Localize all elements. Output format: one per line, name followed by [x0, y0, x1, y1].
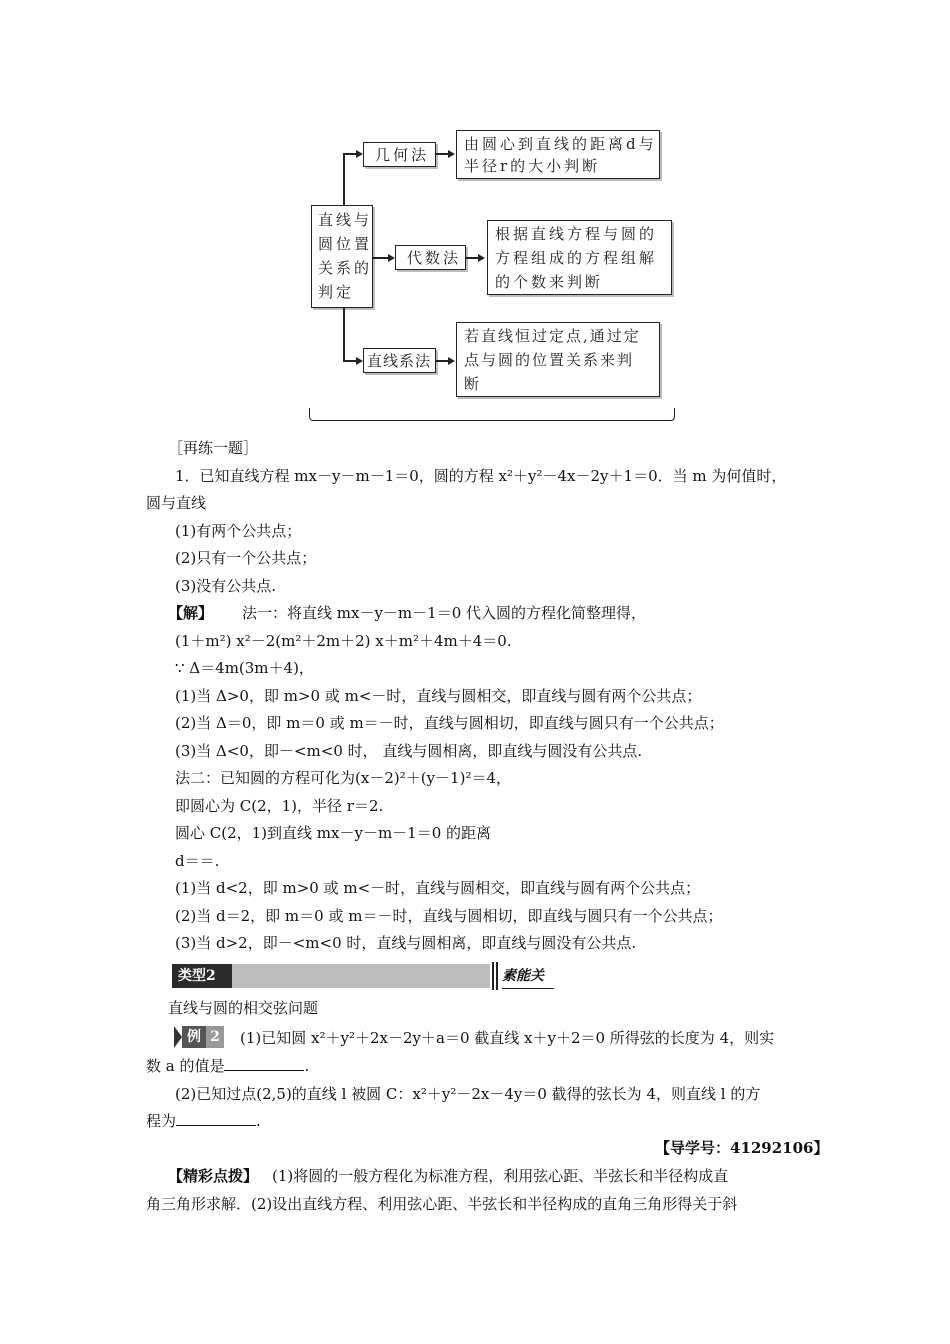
tips-line-2: 角三角形求解．(2)设出直线方程、利用弦心距、半弦长和半径构成的直角三角形得关于斜: [146, 1195, 738, 1213]
practice-heading: ［再练一题］: [168, 439, 259, 457]
example-tag-number: 2: [206, 1026, 224, 1048]
connector-vertical-lower: [343, 308, 345, 360]
example-tag-arrow-icon: [174, 1026, 182, 1048]
type2-title: 直线与圆的相交弦问题: [168, 999, 319, 1017]
root-line-1: 直线与: [318, 211, 373, 229]
example-p2-line2: [146, 1111, 261, 1131]
branch-3-arrow-icon: [356, 357, 363, 365]
question-item-1: (1)有两个公共点；: [175, 522, 302, 540]
type2-bar: [232, 964, 490, 988]
solution-line-10: d＝＝.: [175, 852, 220, 870]
solution-line-2: (1＋m²) x²－2(m²＋2m＋2) x＋m²＋4m＋4＝0.: [175, 632, 512, 650]
branch-2-desc-arrow-icon: [478, 254, 485, 262]
root-line-4: 判定: [318, 283, 355, 301]
method-line-family-label: 直线系法: [367, 352, 432, 370]
example-p2-line2-end: .: [256, 1112, 261, 1130]
tips-label: 【精彩点拨】: [168, 1167, 259, 1185]
branch-2-link: [466, 257, 478, 259]
branch-3-stub: [343, 360, 357, 362]
solution-line-13: (3)当 d>2，即－<m<0 时，直线与圆相离，即直线与圆没有公共点.: [175, 934, 637, 952]
root-line-2: 圆位置: [318, 235, 373, 253]
type2-badge: 类型2: [172, 964, 232, 988]
branch-2-stub: [373, 257, 389, 259]
connector-vertical: [343, 153, 345, 205]
solution-line-7: 法二：已知圆的方程可化为(x－2)²＋(y－1)²＝4，: [175, 769, 512, 787]
example-p2-line1: (2)已知过点(2,5)的直线 l 被圆 C：x²＋y²－2x－4y＝0 截得的弦长为 4，则直线 l 的方: [175, 1085, 761, 1103]
solution-line-8: 即圆心为 C(2，1)，半径 r＝2.: [175, 797, 384, 815]
solution-line-6: (3)当 Δ<0，即－<m<0 时， 直线与圆相离，即直线与圆没有公共点.: [175, 742, 643, 760]
answer-blank-1[interactable]: [224, 1056, 304, 1071]
type2-right-label: 素能关: [502, 968, 544, 984]
question-line-2: 圆与直线: [146, 494, 207, 512]
example-p1-line2: [146, 1056, 309, 1076]
solution-line-11: (1)当 d<2，即 m>0 或 m<－时，直线与圆相交，即直线与圆有两个公共点；: [175, 879, 701, 897]
solution-line-4: (1)当 Δ>0，即 m>0 或 m<－时，直线与圆相交，即直线与圆有两个公共点；: [175, 687, 702, 705]
question-item-3: (3)没有公共点.: [175, 577, 277, 595]
method-line-family-desc-1: 若直线恒过定点,通过定: [464, 327, 641, 345]
branch-1-arrow-icon: [356, 150, 363, 158]
example-p2-line2-text: 程为: [146, 1112, 177, 1130]
example-p1-line2-end: .: [304, 1057, 310, 1075]
branch-1-stub: [343, 153, 357, 155]
answer-blank-2[interactable]: [176, 1111, 256, 1126]
example-p1-line1: (1)已知圆 x²＋y²＋2x－2y＋a＝0 截直线 x＋y＋2＝0 所得弦的长度为 4，则实: [240, 1029, 775, 1047]
question-line-1: 1．已知直线方程 mx－y－m－1＝0，圆的方程 x²＋y²－4x－2y＋1＝0．当 m 为何值时，: [175, 467, 787, 485]
solution-label: 【解】: [168, 604, 214, 622]
bottom-bracket: [309, 408, 675, 421]
example-tag-label: 例: [182, 1026, 206, 1048]
solution-line-3: ∵ Δ＝4m(3m＋4)，: [175, 659, 314, 677]
method-line-family-desc-2: 点与圆的位置关系来判: [464, 351, 635, 369]
type2-bottom-line: [502, 988, 554, 989]
tips-line-1: (1)将圆的一般方程化为标准方程，利用弦心距、半弦长和半径构成直: [272, 1167, 729, 1185]
method-algebra-desc-2: 方程组成的方程组解: [495, 249, 658, 267]
solution-line-12: (2)当 d＝2，即 m＝0 或 m＝－时，直线与圆相切，即直线与圆只有一个公共点；: [175, 907, 723, 925]
example-p1-line2-text: 数 a 的值是: [146, 1057, 225, 1075]
method-geometry-label: 几何法: [375, 146, 430, 164]
branch-3-link: [436, 360, 448, 362]
solution-line-5: (2)当 Δ＝0，即 m＝0 或 m＝－时，直线与圆相切，即直线与圆只有一个公共点；: [175, 714, 724, 732]
method-algebra-desc-3: 的个数来判断: [495, 273, 604, 291]
solution-line-1: 法一：将直线 mx－y－m－1＝0 代入圆的方程化简整理得，: [242, 604, 647, 622]
method-geometry-desc-2: 半径r的大小判断: [464, 157, 601, 175]
branch-1-desc-arrow-icon: [448, 150, 455, 158]
method-geometry-desc-1: 由圆心到直线的距离d与: [464, 135, 657, 153]
method-line-family-desc-3: 断: [464, 375, 483, 393]
branch-2-arrow-icon: [388, 254, 395, 262]
method-algebra-label: 代数法: [407, 249, 462, 267]
branch-3-desc-arrow-icon: [448, 357, 455, 365]
guide-number: 【导学号：41292106】: [655, 1139, 829, 1157]
type2-divider-2: [496, 962, 498, 990]
root-line-3: 关系的: [318, 259, 373, 277]
question-item-2: (2)只有一个公共点；: [175, 549, 317, 567]
method-algebra-desc-1: 根据直线方程与圆的: [495, 225, 658, 243]
branch-1-link: [436, 153, 448, 155]
solution-line-9: 圆心 C(2，1)到直线 mx－y－m－1＝0 的距离: [175, 824, 492, 842]
type2-divider: [492, 962, 494, 990]
